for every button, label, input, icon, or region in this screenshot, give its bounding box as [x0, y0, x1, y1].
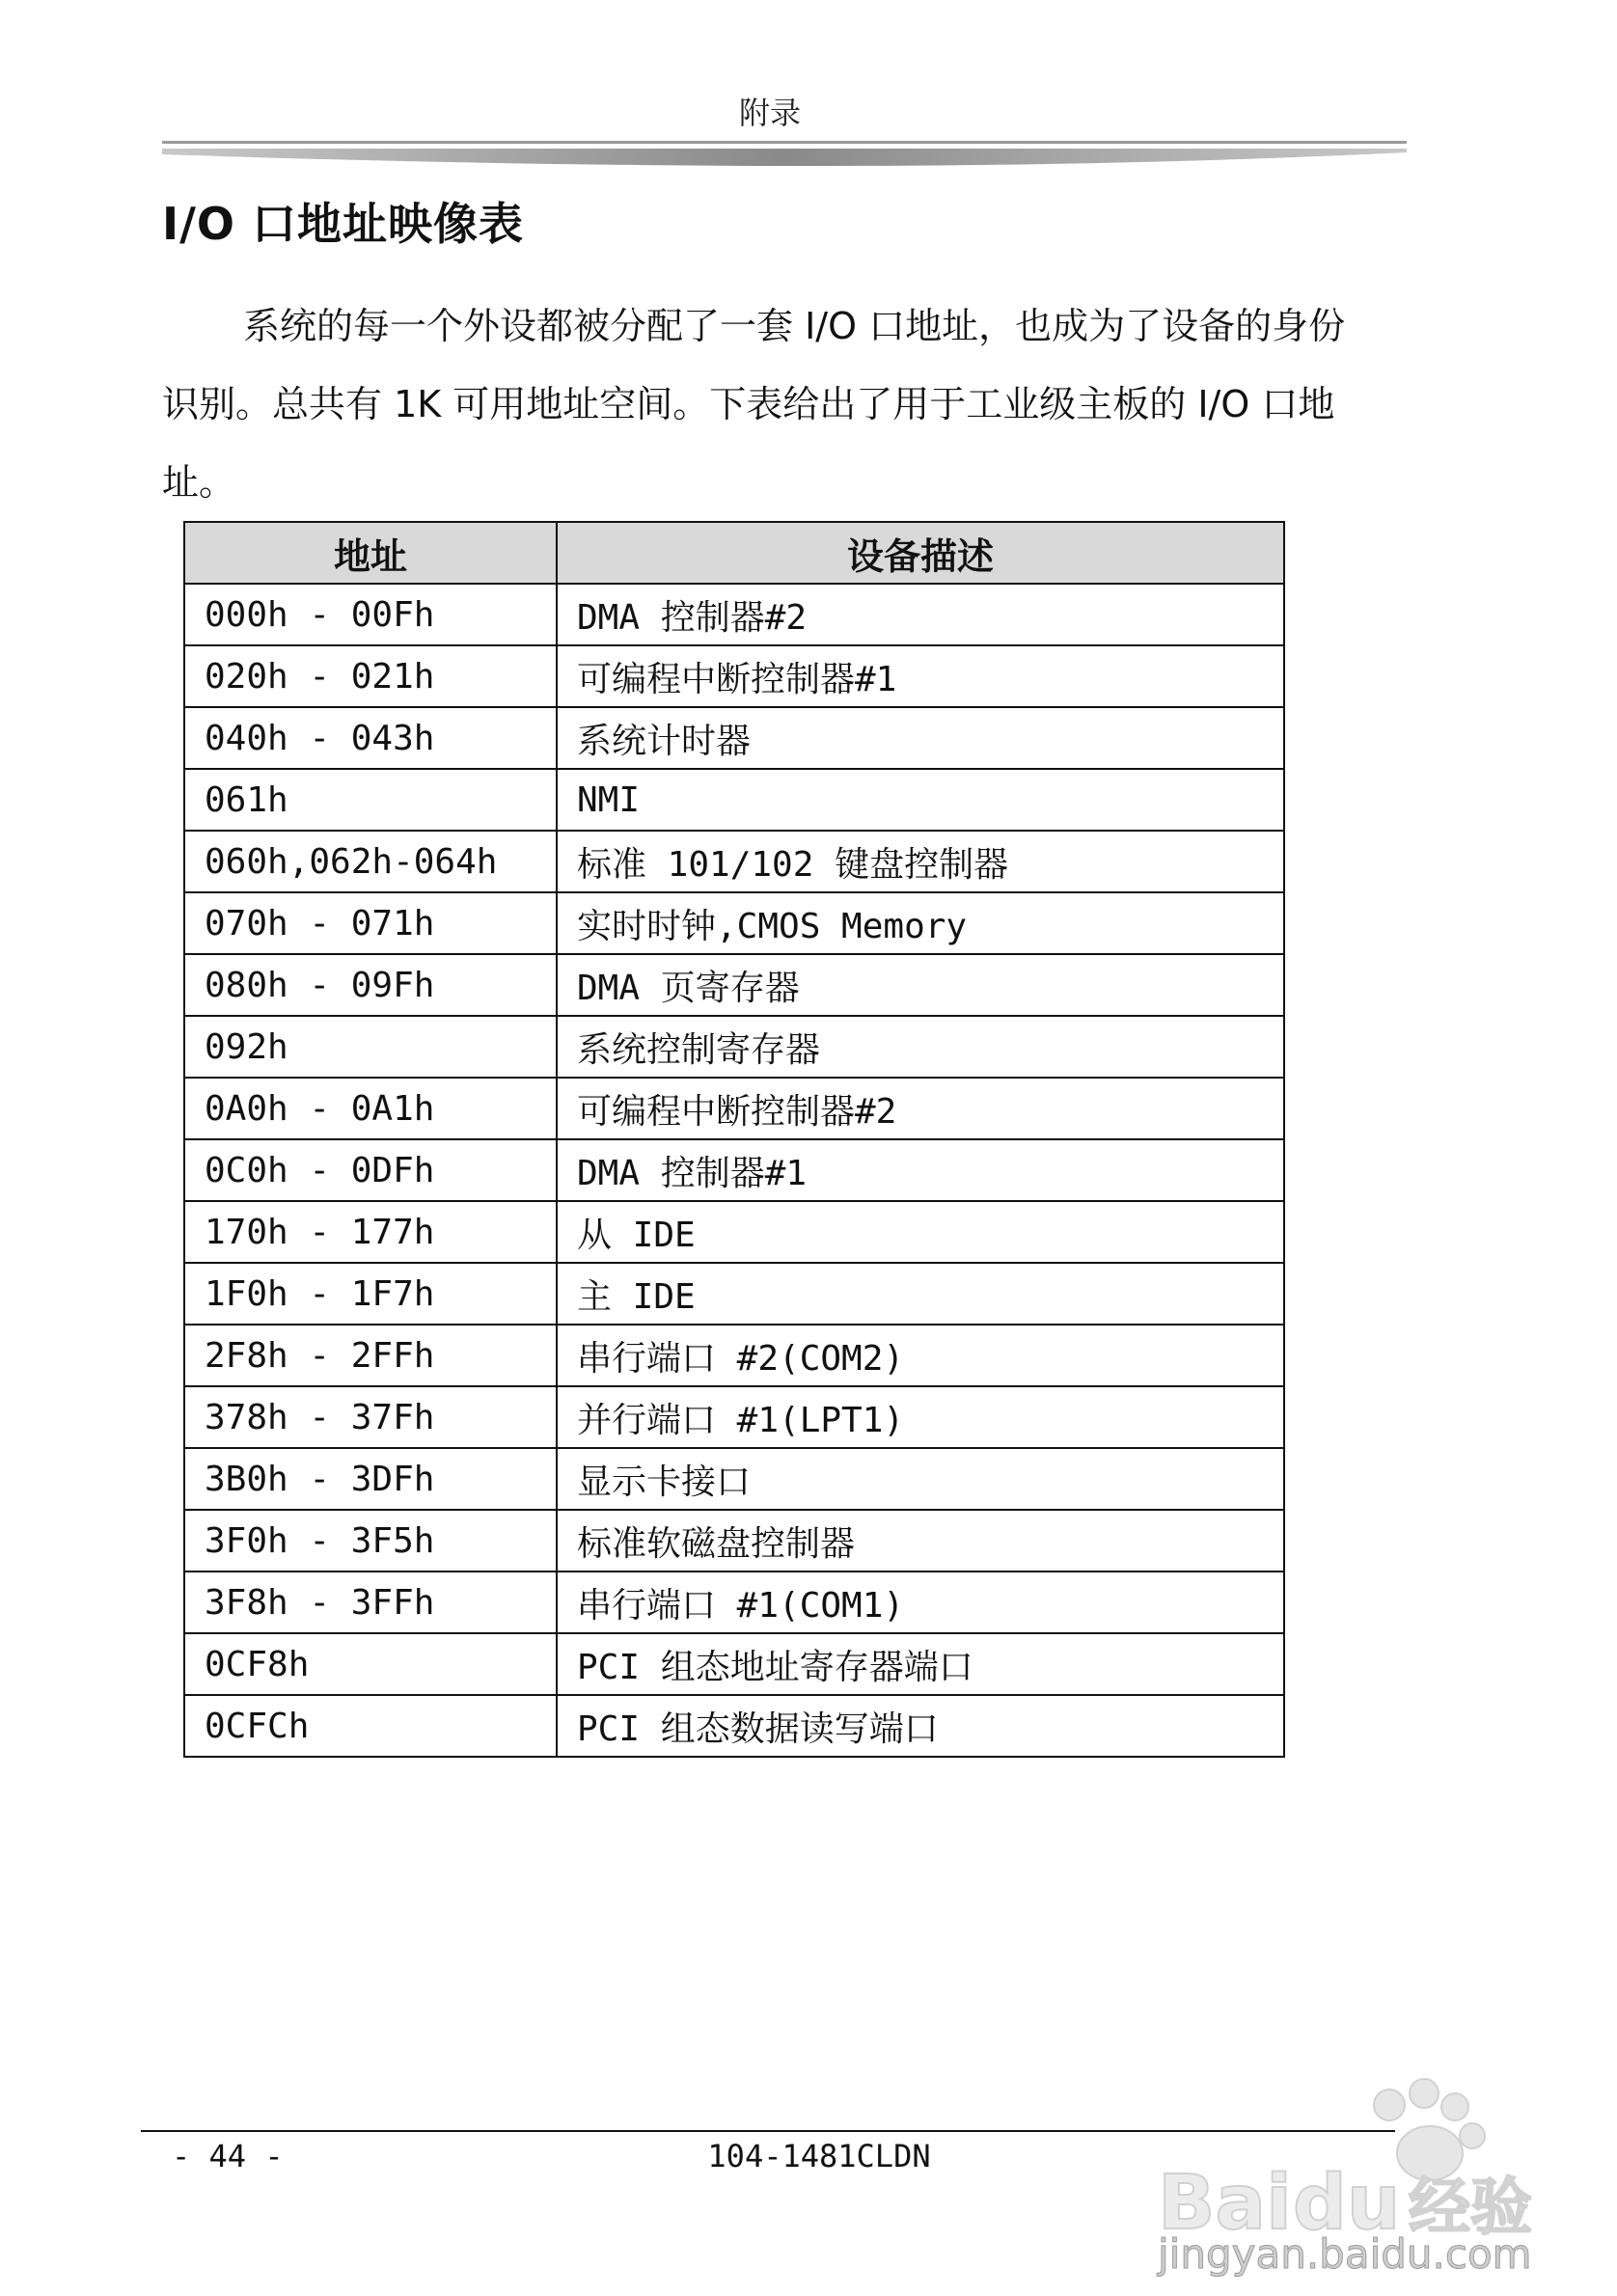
table-row	[184, 831, 1284, 892]
table-row	[184, 954, 1284, 1016]
table-row	[184, 1386, 1284, 1448]
device-description-cell: DMA 控制器#1	[557, 1139, 1284, 1201]
table-row	[184, 769, 1284, 831]
address-cell: 0A0h - 0A1h	[184, 1078, 557, 1139]
device-description-cell: 显示卡接口	[557, 1448, 1284, 1510]
table-header-row	[184, 522, 1284, 584]
svg-text:Bai: Bai	[1158, 2160, 1292, 2247]
device-description-cell: 可编程中断控制器#2	[557, 1078, 1284, 1139]
address-cell: 170h - 177h	[184, 1201, 557, 1263]
table-row	[184, 707, 1284, 769]
document-code: 104-1481CLDN	[707, 2138, 931, 2174]
device-description-cell: 系统计时器	[557, 707, 1284, 769]
device-description-cell: DMA 页寄存器	[557, 954, 1284, 1016]
address-cell: 040h - 043h	[184, 707, 557, 769]
address-cell: 061h	[184, 769, 557, 831]
device-description-cell: 实时时钟,CMOS Memory	[557, 892, 1284, 954]
table-row	[184, 1139, 1284, 1201]
device-description-cell: 串行端口 #1(COM1)	[557, 1572, 1284, 1633]
address-cell: 3B0h - 3DFh	[184, 1448, 557, 1510]
device-description-cell: 主 IDE	[557, 1263, 1284, 1325]
column-header-description: 设备描述	[557, 522, 1284, 584]
table-row	[184, 892, 1284, 954]
table-row	[184, 1448, 1284, 1510]
table-row	[184, 584, 1284, 645]
device-description-cell: DMA 控制器#2	[557, 584, 1284, 645]
header-title: 附录	[738, 95, 801, 131]
header-rule	[162, 141, 1407, 174]
page-number: - 44 -	[172, 2138, 284, 2174]
table-row	[184, 1263, 1284, 1325]
svg-text:du: du	[1293, 2160, 1401, 2247]
device-description-cell: 可编程中断控制器#1	[557, 645, 1284, 707]
column-header-address: 地址	[184, 522, 557, 584]
device-description-cell: 串行端口 #2(COM2)	[557, 1325, 1284, 1386]
device-description-cell: PCI 组态数据读写端口	[557, 1695, 1284, 1757]
address-cell: 092h	[184, 1016, 557, 1078]
section-title: I/O 口地址映像表	[162, 198, 525, 250]
address-cell: 060h,062h-064h	[184, 831, 557, 892]
address-cell: 020h - 021h	[184, 645, 557, 707]
table-row	[184, 1325, 1284, 1386]
device-description-cell: PCI 组态地址寄存器端口	[557, 1633, 1284, 1695]
device-description-cell: 标准 101/102 键盘控制器	[557, 831, 1284, 892]
address-cell: 2F8h - 2FFh	[184, 1325, 557, 1386]
address-cell: 378h - 37Fh	[184, 1386, 557, 1448]
table-row	[184, 1633, 1284, 1695]
device-description-cell: 系统控制寄存器	[557, 1016, 1284, 1078]
intro-text	[162, 287, 1380, 522]
svg-text:经验: 经验	[1409, 2173, 1532, 2244]
io-address-table	[183, 521, 1285, 1758]
device-description-cell: NMI	[557, 769, 1284, 831]
table-row	[184, 1201, 1284, 1263]
address-cell: 0C0h - 0DFh	[184, 1139, 557, 1201]
table-row	[184, 1016, 1284, 1078]
table-row	[184, 1695, 1284, 1757]
address-cell: 080h - 09Fh	[184, 954, 557, 1016]
address-cell: 0CF8h	[184, 1633, 557, 1695]
watermark-url: jingyan.baidu.com	[1158, 2230, 1532, 2278]
address-cell: 3F8h - 3FFh	[184, 1572, 557, 1633]
address-cell: 070h - 071h	[184, 892, 557, 954]
device-description-cell: 标准软磁盘控制器	[557, 1510, 1284, 1572]
table-row	[184, 645, 1284, 707]
address-cell: 3F0h - 3F5h	[184, 1510, 557, 1572]
table-body	[184, 584, 1284, 1757]
address-cell: 0CFCh	[184, 1695, 557, 1757]
address-cell: 1F0h - 1F7h	[184, 1263, 557, 1325]
table-row	[184, 1572, 1284, 1633]
device-description-cell: 从 IDE	[557, 1201, 1284, 1263]
device-description-cell: 并行端口 #1(LPT1)	[557, 1386, 1284, 1448]
table-row	[184, 1078, 1284, 1139]
address-cell: 000h - 00Fh	[184, 584, 557, 645]
table-row	[184, 1510, 1284, 1572]
intro-paragraph: 系统的每一个外设都被分配了一套 I/O 口地址，也成为了设备的身份识别。总共有 1K 可用地址空间。下表给出了用于工业级主板的 I/O 口地址。	[162, 305, 1346, 504]
